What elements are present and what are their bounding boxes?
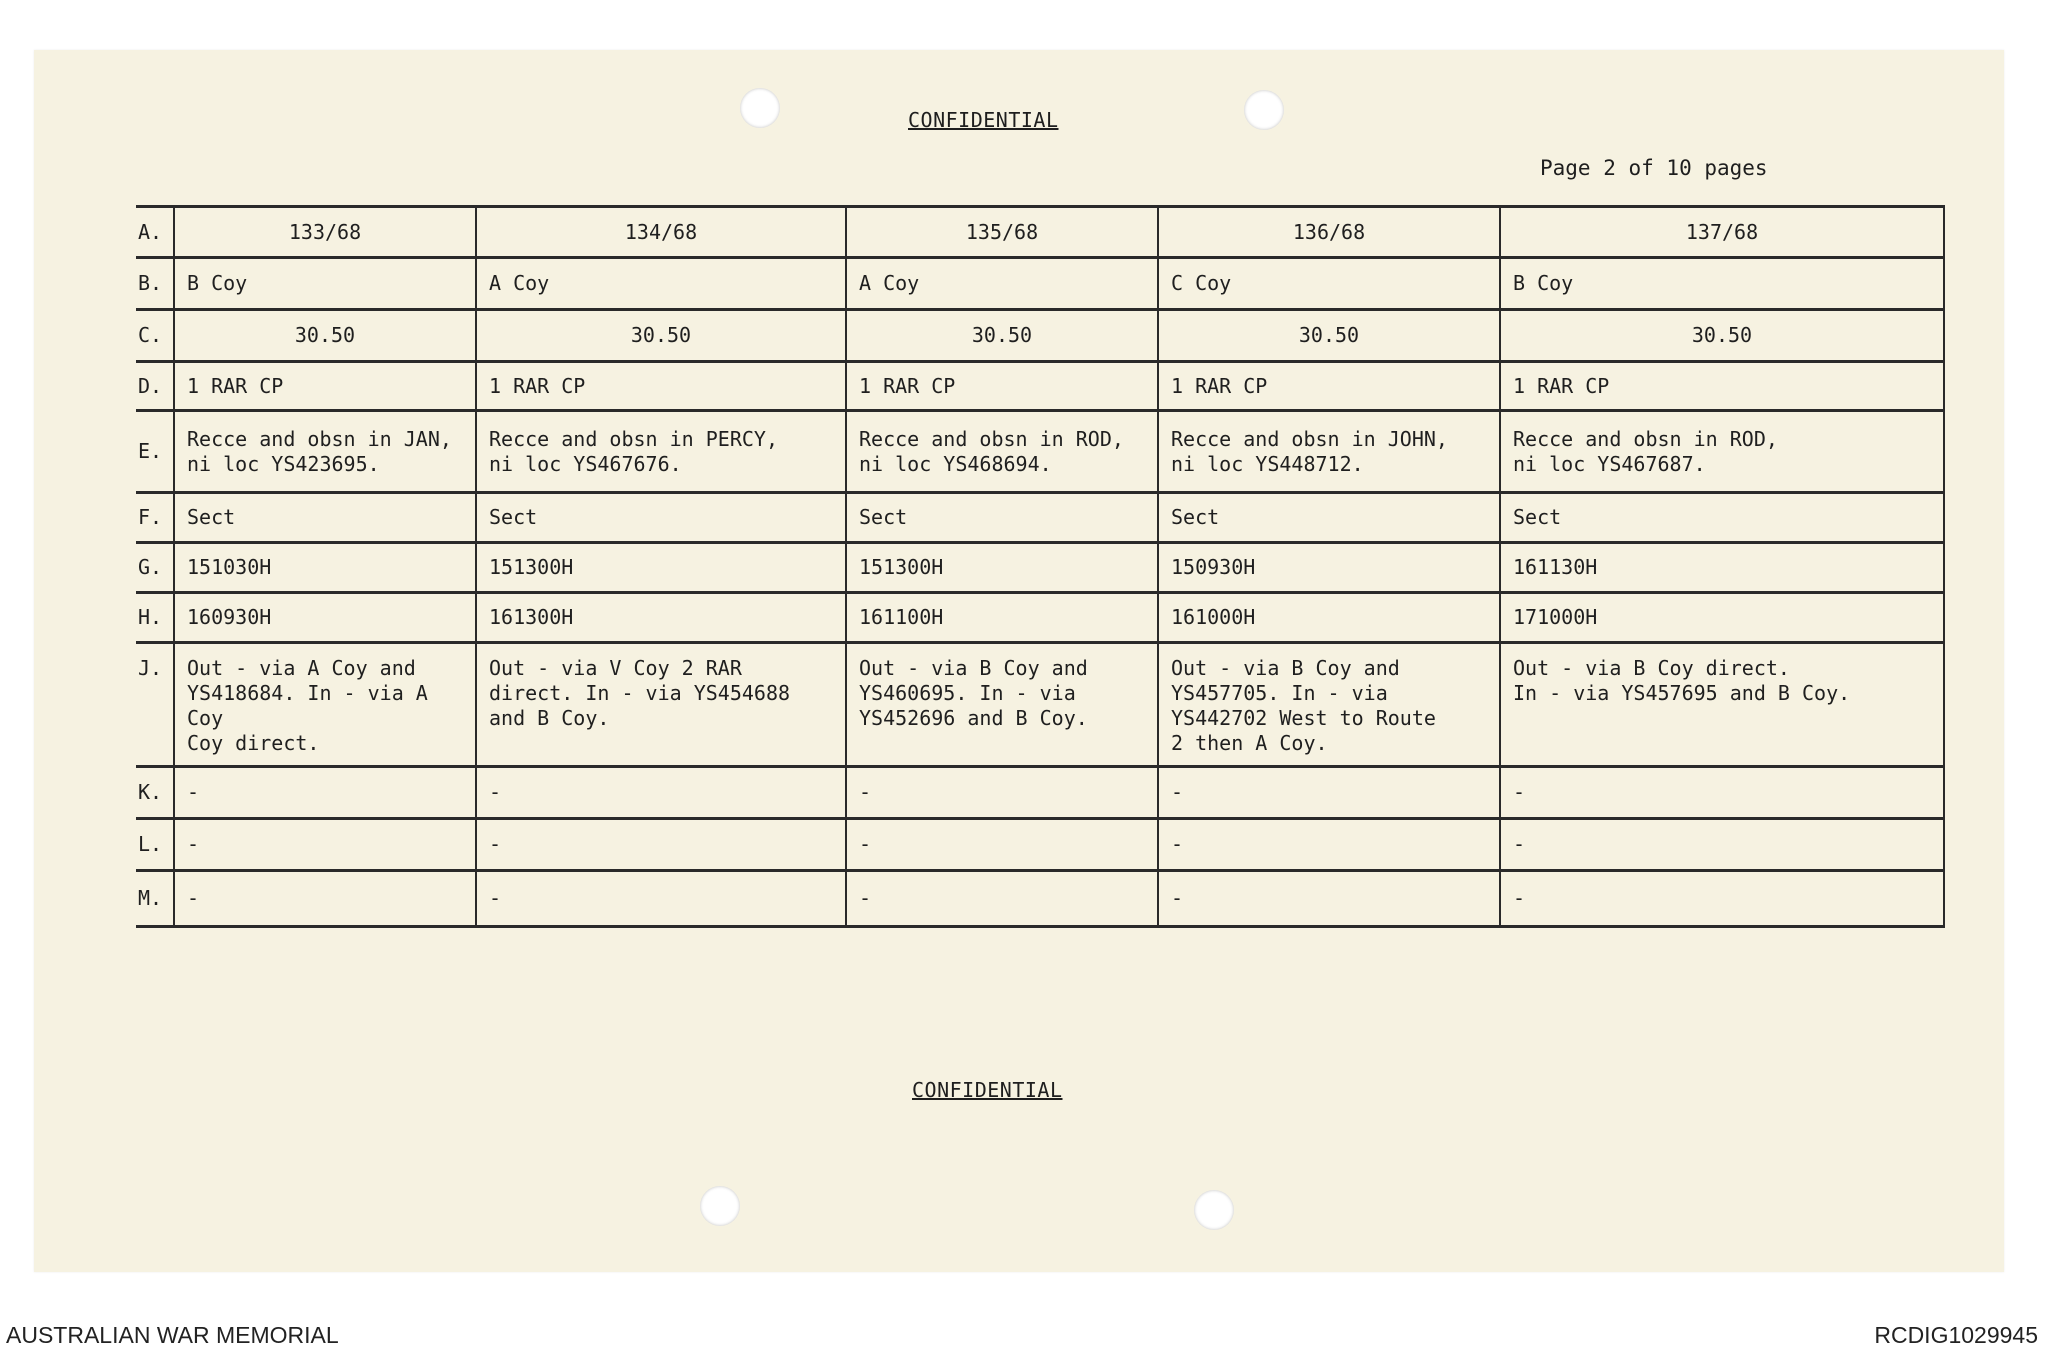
table-cell: - [1158,767,1500,819]
table-cell: 1 RAR CP [1500,362,1944,411]
table-cell: - [846,871,1158,927]
table-row-a [136,207,1944,258]
table-cell: 151030H [174,543,476,593]
table-row-h [136,593,1944,643]
row-label: C. [136,310,174,362]
table-cell: B Coy [1500,258,1944,310]
row-label: J. [136,643,174,767]
table-cell: - [846,819,1158,871]
table-cell: - [476,767,846,819]
table-cell: 151300H [476,543,846,593]
table-cell: 135/68 [846,207,1158,258]
row-label: K. [136,767,174,819]
table-cell: B Coy [174,258,476,310]
table-cell: 30.50 [174,310,476,362]
table-cell: Sect [476,493,846,543]
table-cell: 30.50 [1500,310,1944,362]
table-row-f [136,493,1944,543]
table-cell: 30.50 [476,310,846,362]
table-cell: Sect [1158,493,1500,543]
table-cell: Recce and obsn in ROD, ni loc YS467687. [1500,411,1944,493]
table-cell: Out - via V Coy 2 RAR direct. In - via YS454688 and B Coy. [476,643,846,767]
table-cell: 30.50 [1158,310,1500,362]
table-cell: - [846,767,1158,819]
archive-id: RCDIG1029945 [1874,1322,2038,1348]
table-cell: - [174,871,476,927]
table-cell: C Coy [1158,258,1500,310]
row-label: H. [136,593,174,643]
table-cell: 171000H [1500,593,1944,643]
table-cell: 30.50 [846,310,1158,362]
table-cell: Sect [174,493,476,543]
table-cell: 160930H [174,593,476,643]
table-cell: Recce and obsn in JAN, ni loc YS423695. [174,411,476,493]
punch-hole [1244,90,1284,130]
table-cell: 161100H [846,593,1158,643]
table-cell: 151300H [846,543,1158,593]
table-row-d [136,362,1944,411]
row-label: G. [136,543,174,593]
table-cell: - [1158,871,1500,927]
table-cell: - [174,819,476,871]
row-label: E. [136,411,174,493]
row-label: B. [136,258,174,310]
table-cell: - [476,871,846,927]
table-cell: - [1500,767,1944,819]
table-cell: - [476,819,846,871]
table-cell: 161000H [1158,593,1500,643]
table-cell: 1 RAR CP [846,362,1158,411]
table-cell: 1 RAR CP [476,362,846,411]
row-label: D. [136,362,174,411]
classification-top: CONFIDENTIAL [908,108,1059,132]
punch-hole [700,1186,740,1226]
table-row-m [136,871,1944,927]
row-label: M. [136,871,174,927]
table-cell: Recce and obsn in ROD, ni loc YS468694. [846,411,1158,493]
row-label: L. [136,819,174,871]
table-row-g [136,543,1944,593]
table-cell: Sect [846,493,1158,543]
table-cell: - [1500,871,1944,927]
table-row-e [136,411,1944,493]
table-row-b [136,258,1944,310]
table-cell: Out - via A Coy and YS418684. In - via A Coy Coy direct. [174,643,476,767]
table-cell: - [1158,819,1500,871]
table-cell: 161130H [1500,543,1944,593]
table-row-j [136,643,1944,767]
archive-credit: AUSTRALIAN WAR MEMORIAL [6,1322,339,1348]
table-row-k [136,767,1944,819]
table-cell: Out - via B Coy direct. In - via YS457695 and B Coy. [1500,643,1944,767]
table-cell: 133/68 [174,207,476,258]
table-cell: 150930H [1158,543,1500,593]
classification-bottom: CONFIDENTIAL [912,1078,1063,1102]
table-cell: Out - via B Coy and YS460695. In - via YS452696 and B Coy. [846,643,1158,767]
table-cell: 137/68 [1500,207,1944,258]
table-cell: Recce and obsn in PERCY, ni loc YS467676. [476,411,846,493]
table-cell: 1 RAR CP [174,362,476,411]
page-info: Page 2 of 10 pages [1540,156,1768,180]
table-cell: 1 RAR CP [1158,362,1500,411]
task-table [136,205,1945,928]
table-cell: 136/68 [1158,207,1500,258]
row-label: F. [136,493,174,543]
table-cell: - [1500,819,1944,871]
table-cell: A Coy [846,258,1158,310]
table-cell: 134/68 [476,207,846,258]
row-label: A. [136,207,174,258]
punch-hole [740,88,780,128]
table-cell: A Coy [476,258,846,310]
table-cell: Out - via B Coy and YS457705. In - via YS442702 West to Route 2 then A Coy. [1158,643,1500,767]
punch-hole [1194,1190,1234,1230]
table-cell: Sect [1500,493,1944,543]
table-cell: - [174,767,476,819]
table-row-l [136,819,1944,871]
table-cell: Recce and obsn in JOHN, ni loc YS448712. [1158,411,1500,493]
table-cell: 161300H [476,593,846,643]
table-row-c [136,310,1944,362]
